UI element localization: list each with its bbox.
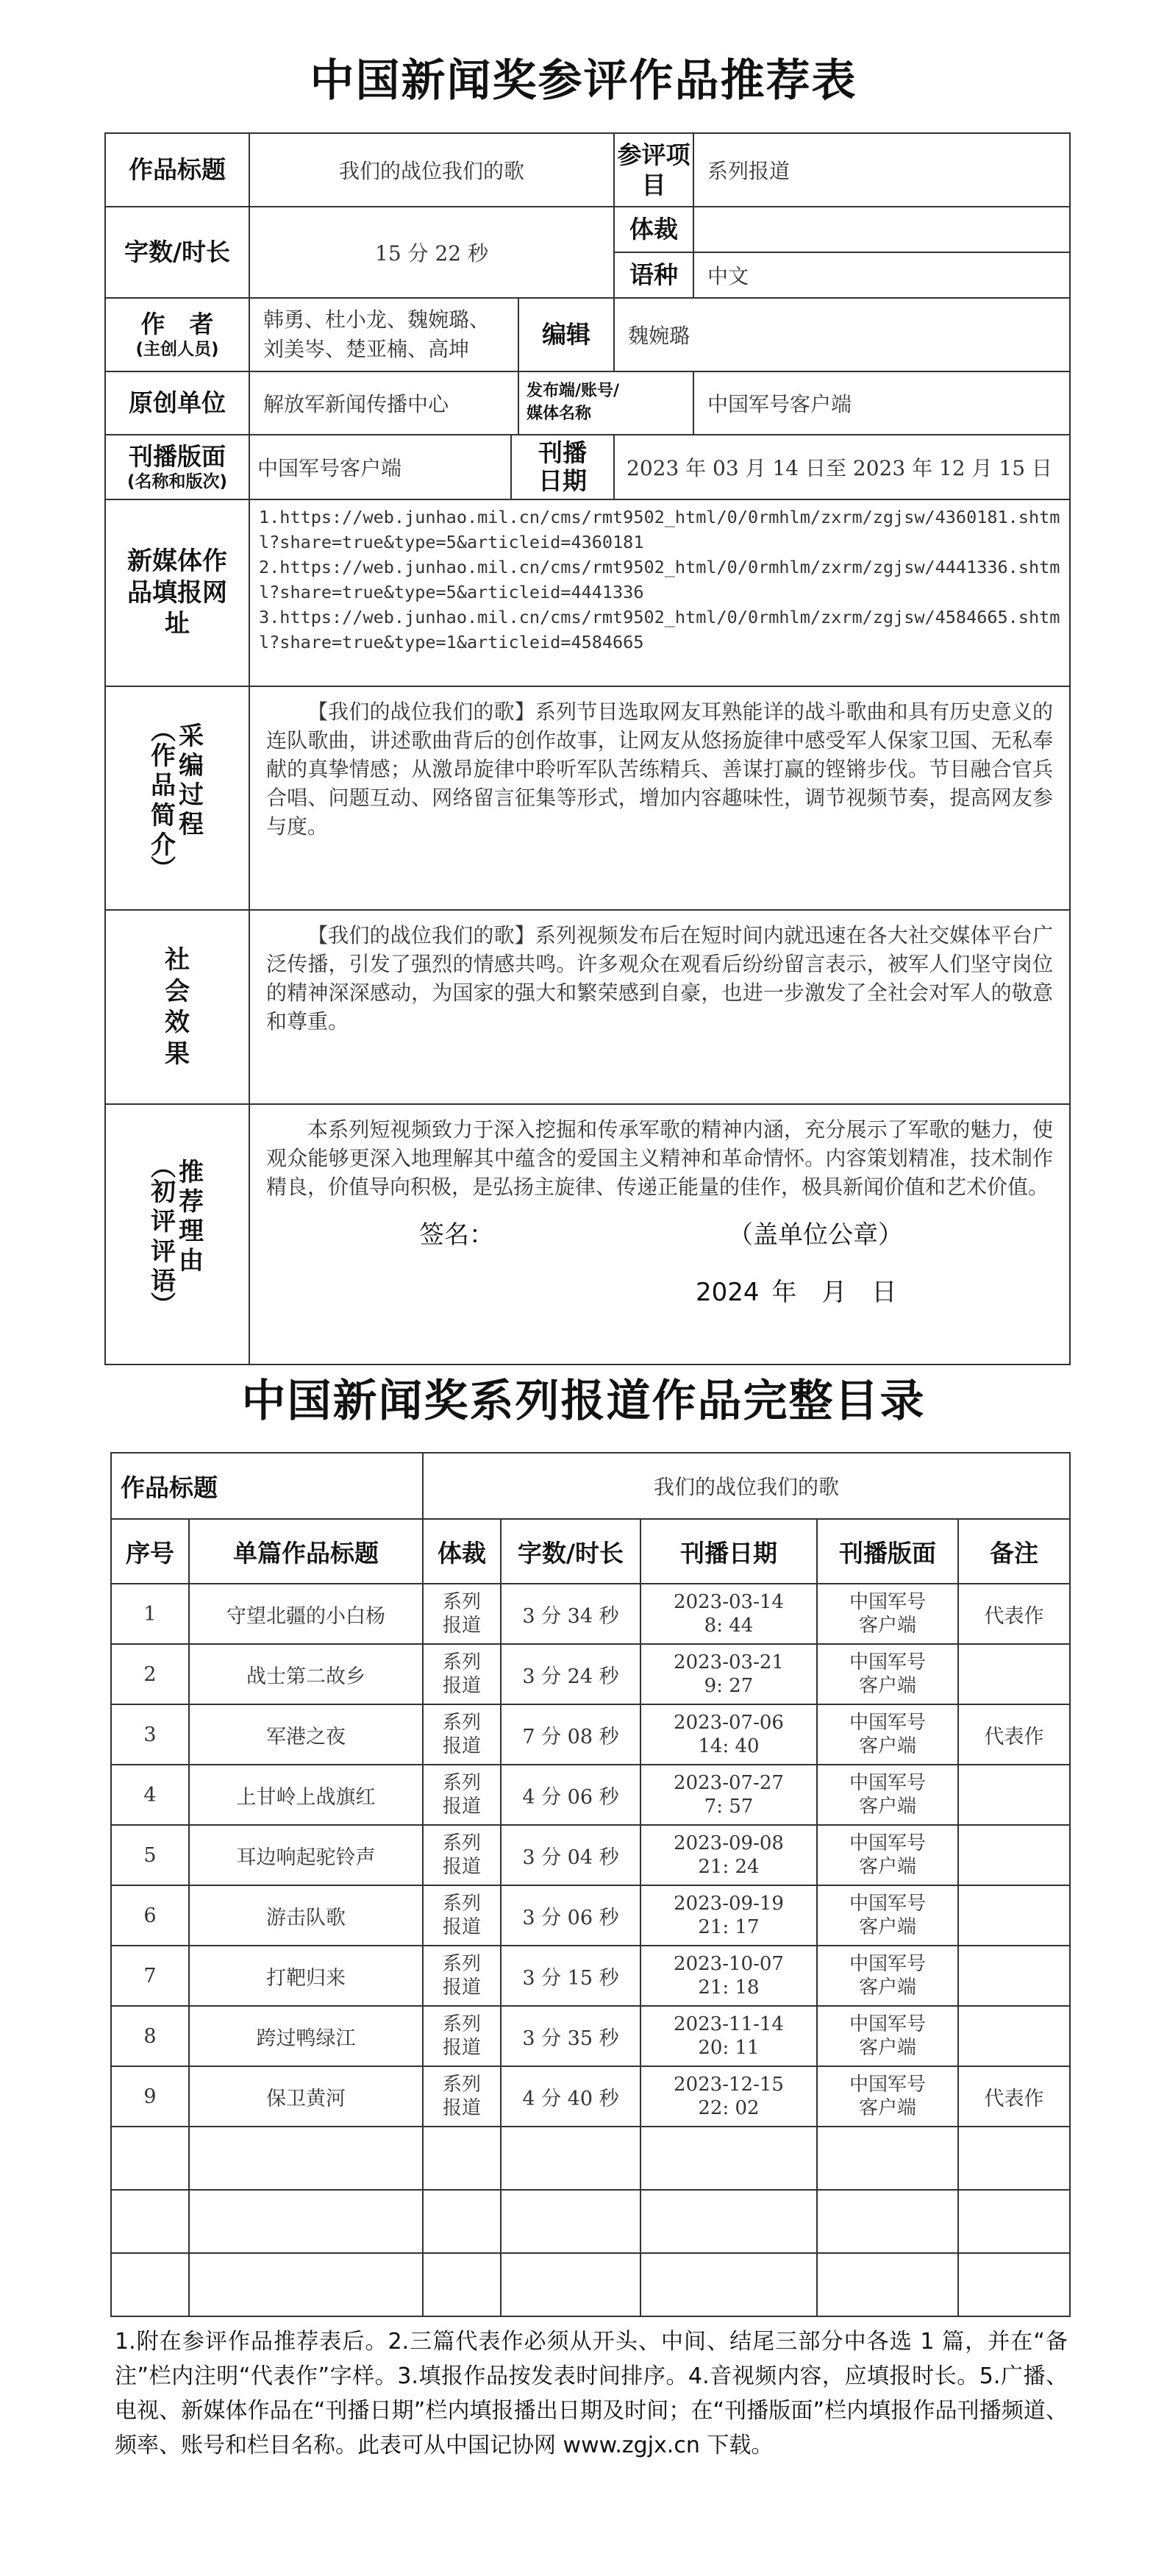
review-label-char-3: 荐 bbox=[179, 1187, 204, 1217]
row-genre-line-1: 系列 bbox=[442, 2013, 481, 2035]
author-line-2: 刘美岑、楚亚楠、高坤 bbox=[263, 337, 470, 361]
row-media-line-1: 中国军号 bbox=[849, 1893, 926, 1915]
intro-label-char-3: 编 bbox=[179, 751, 204, 781]
empty-cell bbox=[501, 2190, 640, 2253]
author-label bbox=[105, 298, 249, 371]
row-length: 3 分 24 秒 bbox=[501, 1644, 640, 1704]
url-1: 1.https://web.junhao.mil.cn/cms/rmt9502_html/0/0rmhlm/zxrm/zgjsw/4360181.shtml?share=true&type=5&articleid=4360181 bbox=[259, 507, 1060, 552]
signature-label: 签名： bbox=[419, 1220, 494, 1250]
work-title-value: 我们的战位我们的歌 bbox=[249, 133, 614, 207]
row-genre bbox=[423, 2066, 501, 2127]
row-genre-line-1: 系列 bbox=[442, 1591, 481, 1613]
review-label-char-4: 评 bbox=[151, 1237, 176, 1267]
row-date bbox=[640, 1825, 817, 1885]
publisher-label-line-1: 发布端/账号/ bbox=[527, 382, 620, 401]
row-number: 1 bbox=[111, 1584, 189, 1644]
row-title: 耳边响起驼铃声 bbox=[189, 1825, 423, 1885]
intro-label-char-2: 品 bbox=[151, 771, 176, 801]
header-date: 刊播日期 bbox=[640, 1519, 817, 1584]
empty-cell bbox=[640, 2127, 817, 2190]
row-date-line-2: 8: 44 bbox=[704, 1615, 754, 1637]
row-date-line-1: 2023-03-14 bbox=[674, 1591, 784, 1613]
row-note bbox=[958, 1644, 1070, 1704]
empty-cell bbox=[958, 2253, 1070, 2316]
row-genre-line-2: 报道 bbox=[442, 2097, 481, 2119]
edition-value: 中国军号客户端 bbox=[249, 435, 511, 499]
review-value: 本系列短视频致力于深入挖掘和传承军歌的精神内涵，充分展示了军歌的魅力，使观众能够更深入地理解其中蕴含的爱国主义精神和革命情怀。内容策划精准，技术制作精良，价值导向积极，是弘扬主旋律、传递正能量的佳作，极具新闻价值和艺术价值。 bbox=[266, 1117, 1053, 1199]
signature-date: 2024 年 月 日 bbox=[696, 1278, 897, 1307]
publisher-label-line-2: 媒体名称 bbox=[527, 405, 592, 423]
intro-label-char-0: 作 bbox=[151, 741, 176, 772]
table-row bbox=[111, 1644, 1070, 1704]
effect-label bbox=[105, 910, 249, 1104]
row-genre-line-2: 报道 bbox=[442, 1675, 481, 1697]
catalog-title: 中国新闻奖系列报道作品完整目录 bbox=[241, 1376, 926, 1427]
table-row bbox=[111, 1825, 1070, 1885]
row-date-line-1: 2023-10-07 bbox=[674, 1953, 784, 1975]
intro-label-char-7: 程 bbox=[179, 810, 204, 840]
header-media: 刊播版面 bbox=[817, 1519, 958, 1584]
row-title: 保卫黄河 bbox=[189, 2066, 423, 2127]
row-length: 3 分 35 秒 bbox=[501, 2006, 640, 2066]
catalog-rows bbox=[111, 1584, 1070, 2316]
row-title: 上甘岭上战旗红 bbox=[189, 1765, 423, 1825]
intro-label-char-5: 过 bbox=[179, 780, 204, 811]
length-label: 字数/时长 bbox=[105, 207, 249, 298]
header-no: 序号 bbox=[111, 1519, 189, 1584]
row-media bbox=[817, 1825, 958, 1885]
empty-cell bbox=[189, 2127, 423, 2190]
effect-value: 【我们的战位我们的歌】系列视频发布后在短时间内就迅速在各大社交媒体平台广泛传播，引发了强烈的情感共鸣。许多观众在观看后纷纷留言表示，被军人们坚守岗位的精神深深感动，为国家的强大和繁荣感到自豪，也进一步激发了全社会对军人的敬意和尊重。 bbox=[249, 910, 1070, 1104]
effect-label-char-0: 社 bbox=[165, 945, 190, 975]
row-title: 军港之夜 bbox=[189, 1704, 423, 1765]
empty-row bbox=[111, 2253, 1070, 2316]
row-genre-line-2: 报道 bbox=[442, 2037, 481, 2059]
date-label-line-1: 刊播 bbox=[538, 438, 587, 468]
category-value: 系列报道 bbox=[693, 133, 1070, 207]
review-label-char-7: 由 bbox=[179, 1246, 204, 1276]
empty-cell bbox=[817, 2253, 958, 2316]
row-length: 3 分 06 秒 bbox=[501, 1885, 640, 1946]
row-genre bbox=[423, 2006, 501, 2066]
row-note bbox=[958, 1765, 1070, 1825]
row-number: 7 bbox=[111, 1946, 189, 2006]
intro-label-char-4: 简 bbox=[151, 800, 176, 830]
row-media-line-1: 中国军号 bbox=[849, 2074, 926, 2096]
table-row bbox=[111, 1584, 1070, 1644]
row-note: 代表作 bbox=[958, 1584, 1070, 1644]
row-media-line-1: 中国军号 bbox=[849, 1953, 926, 1975]
url-3: 3.https://web.junhao.mil.cn/cms/rmt9502_html/0/0rmhlm/zxrm/zgjsw/4584665.shtml?share=true&type=1&articleid=4584665 bbox=[259, 607, 1060, 652]
row-date-line-2: 21: 17 bbox=[698, 1916, 760, 1938]
review-label-char-5: 理 bbox=[179, 1217, 204, 1247]
urls-label bbox=[105, 499, 249, 686]
row-media-line-2: 客户端 bbox=[858, 1615, 916, 1637]
table-row bbox=[111, 2006, 1070, 2066]
date-value: 2023 年 03 月 14 日至 2023 年 12 月 15 日 bbox=[614, 435, 1070, 499]
work-title-label: 作品标题 bbox=[105, 133, 249, 207]
row-genre-line-2: 报道 bbox=[442, 1796, 481, 1818]
author-line-1: 韩勇、杜小龙、魏婉璐、 bbox=[263, 307, 490, 332]
row-date bbox=[640, 2006, 817, 2066]
intro-value: 【我们的战位我们的歌】系列节目选取网友耳熟能详的战斗歌曲和具有历史意义的连队歌曲，讲述歌曲背后的创作故事，让网友从悠扬旋律中感受军人保家卫国、无私奉献的真挚情感；从激昂旋律中聆听军队苦练精兵、善谋打赢的铿锵步伐。节目融合官兵合唱、问题互动、网络留言征集等形式，增加内容趣味性，调节视频节奏，提高网友参与度。 bbox=[249, 686, 1070, 910]
row-date-line-2: 20: 11 bbox=[698, 2037, 760, 2059]
empty-cell bbox=[423, 2253, 501, 2316]
editor-label: 编辑 bbox=[518, 298, 614, 371]
publisher-label bbox=[518, 371, 693, 435]
empty-cell bbox=[423, 2190, 501, 2253]
row-media-line-2: 客户端 bbox=[858, 1796, 916, 1818]
signature-area bbox=[250, 1207, 1069, 1339]
empty-cell bbox=[423, 2127, 501, 2190]
catalog-notes: 1.附在参评作品推荐表后。2.三篇代表作必须从开头、中间、结尾三部分中各选 1 篇，并在“备注”栏内注明“代表作”字样。3.填报作品按发表时间排序。4.音视频内容，应填报时长。5.广播、电视、新媒体作品在“刊播日期”栏内填报播出日期及时间；在“刊播版面”栏内填报作品刊播频道、频率、账号和栏目名称。此表可从中国记协网 www.zgjx.cn 下载。 bbox=[115, 2329, 1068, 2458]
date-label bbox=[511, 435, 614, 499]
review-cell bbox=[249, 1104, 1070, 1365]
genre-value bbox=[693, 207, 1070, 252]
row-date bbox=[640, 2066, 817, 2127]
row-note: 代表作 bbox=[958, 2066, 1070, 2127]
catalog-work-title-label: 作品标题 bbox=[111, 1453, 423, 1519]
row-length: 3 分 34 秒 bbox=[501, 1584, 640, 1644]
url-2: 2.https://web.junhao.mil.cn/cms/rmt9502_html/0/0rmhlm/zxrm/zgjsw/4441336.shtml?share=true&type=5&articleid=4441336 bbox=[259, 557, 1060, 602]
row-title: 打靶归来 bbox=[189, 1946, 423, 2006]
empty-cell bbox=[817, 2190, 958, 2253]
row-length: 4 分 06 秒 bbox=[501, 1765, 640, 1825]
row-number: 9 bbox=[111, 2066, 189, 2127]
row-media-line-1: 中国军号 bbox=[849, 1832, 926, 1854]
effect-label-char-1: 会 bbox=[165, 976, 190, 1006]
row-genre-line-1: 系列 bbox=[442, 1772, 481, 1794]
row-media bbox=[817, 1644, 958, 1704]
row-date-line-1: 2023-03-21 bbox=[674, 1651, 784, 1673]
author-label-text: 作 者 bbox=[140, 310, 214, 338]
length-value: 15 分 22 秒 bbox=[249, 207, 614, 298]
row-genre-line-2: 报道 bbox=[442, 1916, 481, 1938]
catalog-table bbox=[110, 1452, 1071, 2317]
row-date-line-2: 14: 40 bbox=[698, 1735, 760, 1757]
empty-cell bbox=[501, 2127, 640, 2190]
empty-cell bbox=[189, 2253, 423, 2316]
row-genre bbox=[423, 1704, 501, 1765]
row-note bbox=[958, 1885, 1070, 1946]
catalog-work-title-value: 我们的战位我们的歌 bbox=[423, 1453, 1070, 1519]
catalog-header-row bbox=[111, 1519, 1070, 1584]
row-note bbox=[958, 1825, 1070, 1885]
empty-cell bbox=[501, 2253, 640, 2316]
row-media-line-2: 客户端 bbox=[858, 1735, 916, 1757]
row-date-line-1: 2023-07-27 bbox=[674, 1772, 784, 1794]
intro-label: 采 编 过 程 ︵ 作 品 简 介 ︶ bbox=[105, 686, 249, 910]
author-sub-label: (主创人员) bbox=[135, 340, 219, 360]
empty-cell bbox=[111, 2190, 189, 2253]
language-value: 中文 bbox=[693, 252, 1070, 298]
row-date bbox=[640, 1946, 817, 2006]
row-date-line-1: 2023-09-08 bbox=[674, 1832, 784, 1854]
editor-value: 魏婉璐 bbox=[614, 298, 1070, 371]
row-note bbox=[958, 1946, 1070, 2006]
urls-value bbox=[249, 499, 1070, 686]
table-row bbox=[111, 1765, 1070, 1825]
row-genre-line-1: 系列 bbox=[442, 2074, 481, 2096]
header-title: 单篇作品标题 bbox=[189, 1519, 423, 1584]
intro-label-char-1: 采 bbox=[179, 722, 204, 752]
empty-cell bbox=[817, 2127, 958, 2190]
row-media bbox=[817, 2006, 958, 2066]
urls-label-line-1: 新媒体作 bbox=[127, 547, 227, 577]
row-genre-line-1: 系列 bbox=[442, 1651, 481, 1673]
row-number: 5 bbox=[111, 1825, 189, 1885]
row-length: 4 分 40 秒 bbox=[501, 2066, 640, 2127]
row-date-line-2: 21: 24 bbox=[698, 1856, 760, 1878]
effect-label-char-2: 效 bbox=[165, 1008, 190, 1037]
category-label: 参评项目 bbox=[614, 133, 693, 207]
row-genre-line-1: 系列 bbox=[442, 1832, 481, 1854]
date-label-line-2: 日期 bbox=[538, 466, 587, 495]
review-label-char-6: 语 bbox=[151, 1266, 176, 1296]
row-date-line-1: 2023-07-06 bbox=[674, 1712, 784, 1734]
row-number: 6 bbox=[111, 1885, 189, 1946]
empty-cell bbox=[189, 2190, 423, 2253]
row-media bbox=[817, 1765, 958, 1825]
row-genre-line-1: 系列 bbox=[442, 1953, 481, 1975]
origin-unit-value: 解放军新闻传播中心 bbox=[249, 371, 518, 435]
row-length: 7 分 08 秒 bbox=[501, 1704, 640, 1765]
row-media-line-2: 客户端 bbox=[858, 1977, 916, 1999]
row-date bbox=[640, 1885, 817, 1946]
urls-label-line-2: 品填报网 bbox=[127, 577, 227, 608]
edition-label bbox=[105, 435, 249, 499]
row-date bbox=[640, 1704, 817, 1765]
empty-cell bbox=[958, 2127, 1070, 2190]
header-genre: 体裁 bbox=[423, 1519, 501, 1584]
empty-cell bbox=[111, 2253, 189, 2316]
row-length: 3 分 04 秒 bbox=[501, 1825, 640, 1885]
row-length: 3 分 15 秒 bbox=[501, 1946, 640, 2006]
row-date-line-2: 21: 18 bbox=[698, 1977, 760, 1999]
row-genre-line-1: 系列 bbox=[442, 1893, 481, 1915]
row-genre bbox=[423, 1825, 501, 1885]
row-media-line-2: 客户端 bbox=[858, 1675, 916, 1697]
row-genre-line-2: 报道 bbox=[442, 1735, 481, 1757]
edition-sub-label: (名称和版次) bbox=[126, 472, 228, 492]
row-media bbox=[817, 1946, 958, 2006]
header-length: 字数/时长 bbox=[501, 1519, 640, 1584]
review-label-char-0: 初 bbox=[151, 1178, 176, 1208]
table-row bbox=[111, 1885, 1070, 1946]
review-label-char-1: 推 bbox=[179, 1158, 204, 1188]
row-title: 战士第二故乡 bbox=[189, 1644, 423, 1704]
author-value bbox=[249, 298, 518, 371]
row-date-line-2: 7: 57 bbox=[704, 1796, 754, 1818]
empty-cell bbox=[111, 2127, 189, 2190]
recommendation-form bbox=[104, 132, 1071, 1365]
row-media-line-1: 中国军号 bbox=[849, 1651, 926, 1673]
intro-label-char-6: 介 bbox=[151, 830, 176, 860]
row-title: 守望北疆的小白杨 bbox=[189, 1584, 423, 1644]
row-media-line-1: 中国军号 bbox=[849, 1591, 926, 1613]
language-label: 语种 bbox=[614, 252, 693, 298]
empty-cell bbox=[958, 2190, 1070, 2253]
table-row bbox=[111, 1946, 1070, 2006]
stamp-label: （盖单位公章） bbox=[728, 1220, 903, 1250]
row-date bbox=[640, 1765, 817, 1825]
origin-unit-label: 原创单位 bbox=[105, 371, 249, 435]
row-date bbox=[640, 1584, 817, 1644]
review-label: 推 荐 理 由 ︵ 初 评 评 语 ︶ bbox=[105, 1104, 249, 1365]
row-media-line-1: 中国军号 bbox=[849, 1772, 926, 1794]
row-note: 代表作 bbox=[958, 1704, 1070, 1765]
row-date-line-1: 2023-12-15 bbox=[674, 2074, 784, 2096]
row-genre-line-2: 报道 bbox=[442, 1856, 481, 1878]
effect-label-char-3: 果 bbox=[165, 1039, 190, 1069]
row-genre bbox=[423, 1946, 501, 2006]
form-title: 中国新闻奖参评作品推荐表 bbox=[310, 55, 857, 107]
review-label-char-2: 评 bbox=[151, 1207, 176, 1237]
publisher-value: 中国军号客户端 bbox=[693, 371, 1070, 435]
table-row bbox=[111, 2066, 1070, 2127]
urls-label-line-3: 址 bbox=[165, 609, 190, 639]
row-genre-line-2: 报道 bbox=[442, 1615, 481, 1637]
empty-cell bbox=[640, 2190, 817, 2253]
row-date-line-1: 2023-11-14 bbox=[674, 2013, 784, 2035]
row-date-line-2: 22: 02 bbox=[698, 2097, 760, 2119]
empty-row bbox=[111, 2127, 1070, 2190]
row-date-line-1: 2023-09-19 bbox=[674, 1893, 784, 1915]
row-date bbox=[640, 1644, 817, 1704]
row-title: 跨过鸭绿江 bbox=[189, 2006, 423, 2066]
row-number: 2 bbox=[111, 1644, 189, 1704]
row-date-line-2: 9: 27 bbox=[704, 1675, 754, 1697]
row-genre bbox=[423, 1584, 501, 1644]
row-genre-line-1: 系列 bbox=[442, 1712, 481, 1734]
table-row bbox=[111, 1704, 1070, 1765]
row-media-line-2: 客户端 bbox=[858, 2037, 916, 2059]
row-number: 4 bbox=[111, 1765, 189, 1825]
row-media-line-2: 客户端 bbox=[858, 1856, 916, 1878]
row-media bbox=[817, 1885, 958, 1946]
row-number: 8 bbox=[111, 2006, 189, 2066]
edition-label-text: 刊播版面 bbox=[129, 442, 226, 471]
genre-label: 体裁 bbox=[614, 207, 693, 252]
row-media-line-1: 中国军号 bbox=[849, 1712, 926, 1734]
empty-cell bbox=[640, 2253, 817, 2316]
empty-row bbox=[111, 2190, 1070, 2253]
header-note: 备注 bbox=[958, 1519, 1070, 1584]
row-note bbox=[958, 2006, 1070, 2066]
row-media bbox=[817, 2066, 958, 2127]
row-media-line-1: 中国军号 bbox=[849, 2013, 926, 2035]
row-genre bbox=[423, 1644, 501, 1704]
row-number: 3 bbox=[111, 1704, 189, 1765]
row-genre-line-2: 报道 bbox=[442, 1977, 481, 1999]
row-media-line-2: 客户端 bbox=[858, 1916, 916, 1938]
row-genre bbox=[423, 1885, 501, 1946]
row-genre bbox=[423, 1765, 501, 1825]
row-media-line-2: 客户端 bbox=[858, 2097, 916, 2119]
row-title: 游击队歌 bbox=[189, 1885, 423, 1946]
row-media bbox=[817, 1704, 958, 1765]
row-media bbox=[817, 1584, 958, 1644]
